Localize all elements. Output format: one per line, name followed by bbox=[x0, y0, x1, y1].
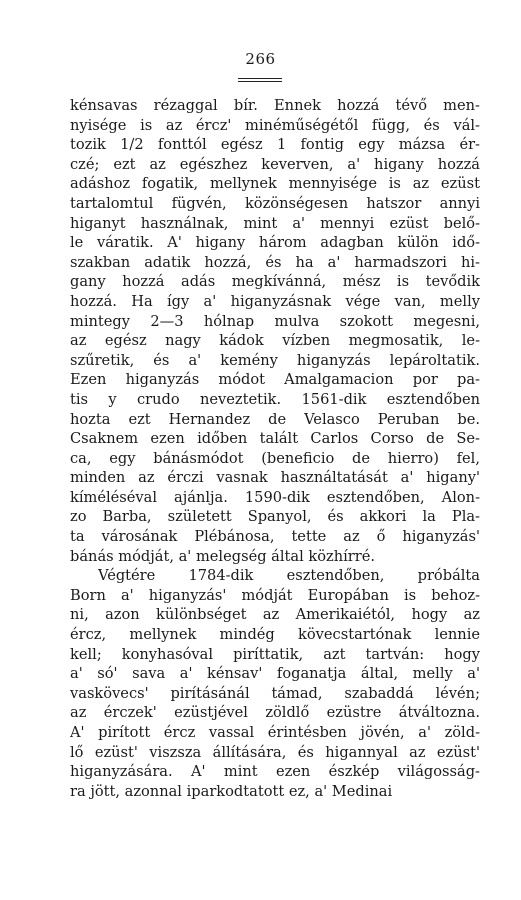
text-line: tis y crudo neveztetik. 1561-dik esztendőben bbox=[70, 390, 480, 408]
text-line: Csaknem ezen időben talált Carlos Corso de Se- bbox=[70, 430, 480, 448]
text-line: kíméléséval ajánlja. 1590-dik esztendőben, Alon- bbox=[70, 488, 480, 506]
text-line: hozta ezt Hernandez de Velasco Peruban be. bbox=[70, 410, 480, 428]
text-line: a' só' sava a' kénsav' foganatja által, melly a' bbox=[70, 665, 480, 683]
text-line: ta városának Plébánosa, tette az ő higanyzás' bbox=[70, 528, 480, 546]
text-line: higanyzására. A' mint ezen észkép világosság- bbox=[70, 763, 480, 781]
text-line: szakban adatik hozzá, és ha a' harmadszori hi- bbox=[70, 253, 480, 271]
text-line: tartalomtul fügvén, közönségesen hatszor annyi bbox=[70, 194, 480, 212]
text-line: zo Barba, született Spanyol, és akkori la Pla- bbox=[70, 508, 480, 526]
text-line: bánás módját, a' melegség által közhírré. bbox=[70, 547, 376, 565]
body-text bbox=[70, 96, 480, 801]
page-number: 266 bbox=[245, 50, 276, 68]
text-line: mintegy 2—3 hólnap mulva szokott megesni, bbox=[70, 312, 480, 330]
text-line: az érczek' ezüstjével zöldlő ezüstre átváltozna. bbox=[70, 704, 480, 722]
text-line: hozzá. Ha így a' higanyzásnak vége van, melly bbox=[70, 292, 480, 310]
text-line: adáshoz fogatik, mellynek mennyisége is az ezüst bbox=[70, 175, 480, 193]
text-line: ca, egy bánásmódot (beneficio de hierro) fel, bbox=[70, 449, 480, 467]
text-line: nyisége is az ércz' minéműségétől függ, és vál- bbox=[70, 116, 480, 134]
text-line: Ezen higanyzás módot Amalgamacion por pa- bbox=[70, 371, 480, 389]
text-line: tozik 1/2 fonttól egész 1 fontig egy mázsa ér- bbox=[70, 136, 480, 154]
text-line: Born a' higanyzás' módját Europában is behoz- bbox=[70, 586, 480, 604]
text-line: kénsavas rézaggal bír. Ennek hozzá tévő men- bbox=[70, 97, 480, 114]
text-line: ni, azon különbséget az Amerikaiétól, hogy az bbox=[70, 606, 480, 624]
text-line: lő ezüst' viszsza állítására, és higannyal az ezüst' bbox=[70, 743, 480, 761]
text-line: kell; konyhasóval piríttatik, azt tartván: hogy bbox=[70, 645, 480, 663]
header-rule bbox=[238, 78, 282, 82]
text-line: Végtére 1784-dik esztendőben, próbálta bbox=[98, 567, 480, 585]
text-line: ra jött, azonnal iparkodtatott ez, a' Medinai bbox=[70, 782, 393, 800]
text-line: czé; ezt az egészhez keverven, a' higany hozzá bbox=[70, 155, 480, 173]
text-line: ércz, mellynek mindég kövecstartónak lennie bbox=[70, 626, 480, 644]
text-line: az egész nagy kádok vízben megmosatik, le- bbox=[70, 332, 480, 350]
text-line: szűretik, és a' kemény higanyzás lepároltatik. bbox=[70, 351, 480, 369]
paragraph bbox=[70, 96, 480, 566]
text-line: higanyt használnak, mint a' mennyi ezüst belő- bbox=[70, 214, 480, 232]
text-line: le váratik. A' higany három adagban külön idő- bbox=[70, 234, 480, 252]
text-line: A' pirított ércz vassal érintésben jövén, a' zöld- bbox=[70, 724, 480, 741]
text-line: minden az érczi vasnak használtatását a' higany' bbox=[70, 469, 480, 487]
paragraph bbox=[70, 566, 480, 801]
text-line: vaskövecs' pirításánál támad, szabaddá lévén; bbox=[70, 684, 480, 702]
text-line: gany hozzá adás megkívánná, mész is tevődik bbox=[70, 273, 480, 291]
